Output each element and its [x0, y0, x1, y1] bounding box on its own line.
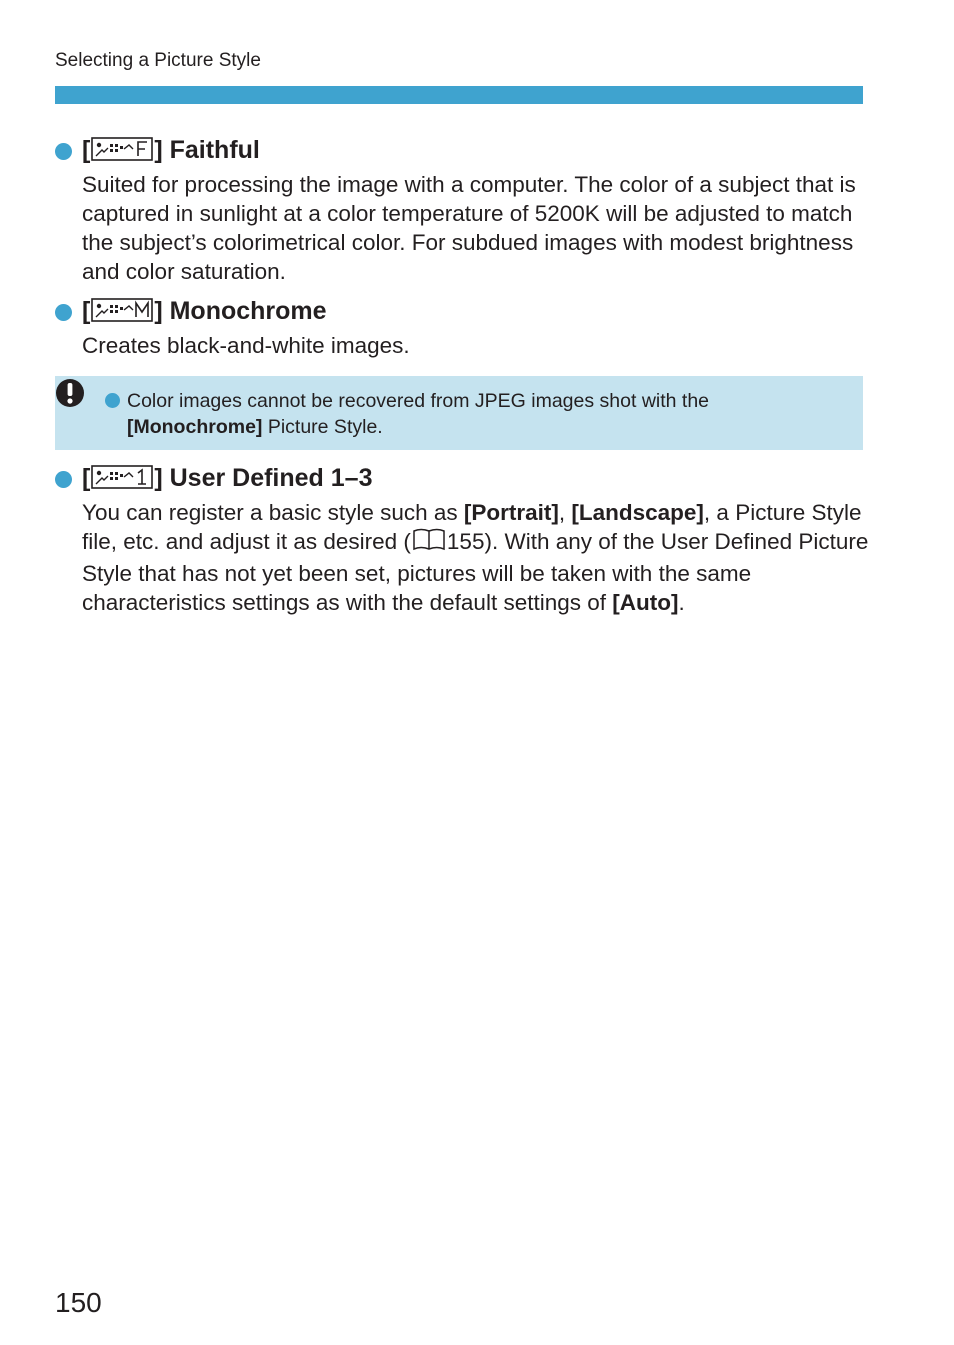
section-title: [ ] Monochrome	[82, 297, 327, 325]
bullet-icon	[55, 471, 72, 488]
picture-style-monochrome-icon	[91, 298, 153, 322]
header-bar	[55, 86, 863, 104]
section-title: [ ] Faithful	[82, 136, 260, 164]
book-icon	[412, 528, 446, 559]
section-heading	[55, 135, 870, 165]
section-user-defined	[55, 463, 870, 617]
bullet-icon	[105, 393, 120, 408]
section-heading	[55, 463, 870, 493]
section-text: Creates black-and-white images.	[82, 333, 410, 358]
section-body	[82, 170, 872, 286]
section-heading	[55, 296, 870, 326]
page-number: 150	[55, 1287, 102, 1318]
section-monochrome	[55, 296, 870, 360]
caution-icon	[55, 378, 85, 413]
caution-note	[55, 376, 863, 450]
section-body	[82, 498, 872, 617]
bullet-icon	[55, 304, 72, 321]
picture-style-faithful-icon	[91, 137, 153, 161]
running-head: Selecting a Picture Style	[55, 50, 261, 71]
picture-style-user-defined-icon	[91, 465, 153, 489]
section-title: [ ] User Defined 1–3	[82, 464, 373, 492]
page-reference[interactable]: 155	[446, 529, 485, 554]
section-body	[82, 331, 872, 360]
section-text: Suited for processing the image with a computer. The color of a subject that is captured in sunlight at a color temperature of 5200K will be adjusted to match the subject’s colorimetrical color. For subdued images with modest brightness and color saturation.	[82, 172, 856, 284]
section-text: You can register a basic style such as [Portrait], [Landscape], a Picture Style file, etc. and adjust it as desired ( 155). With any of the User Defined Picture Style that has not yet been set, pictures will be taken with the same characteristics settings as with the default settings of [Auto].	[82, 500, 869, 615]
section-faithful	[55, 135, 870, 286]
caution-text: Color images cannot be recovered from JPEG images shot with the [Monochrome] Picture Style.	[127, 390, 710, 438]
bullet-icon	[55, 143, 72, 160]
